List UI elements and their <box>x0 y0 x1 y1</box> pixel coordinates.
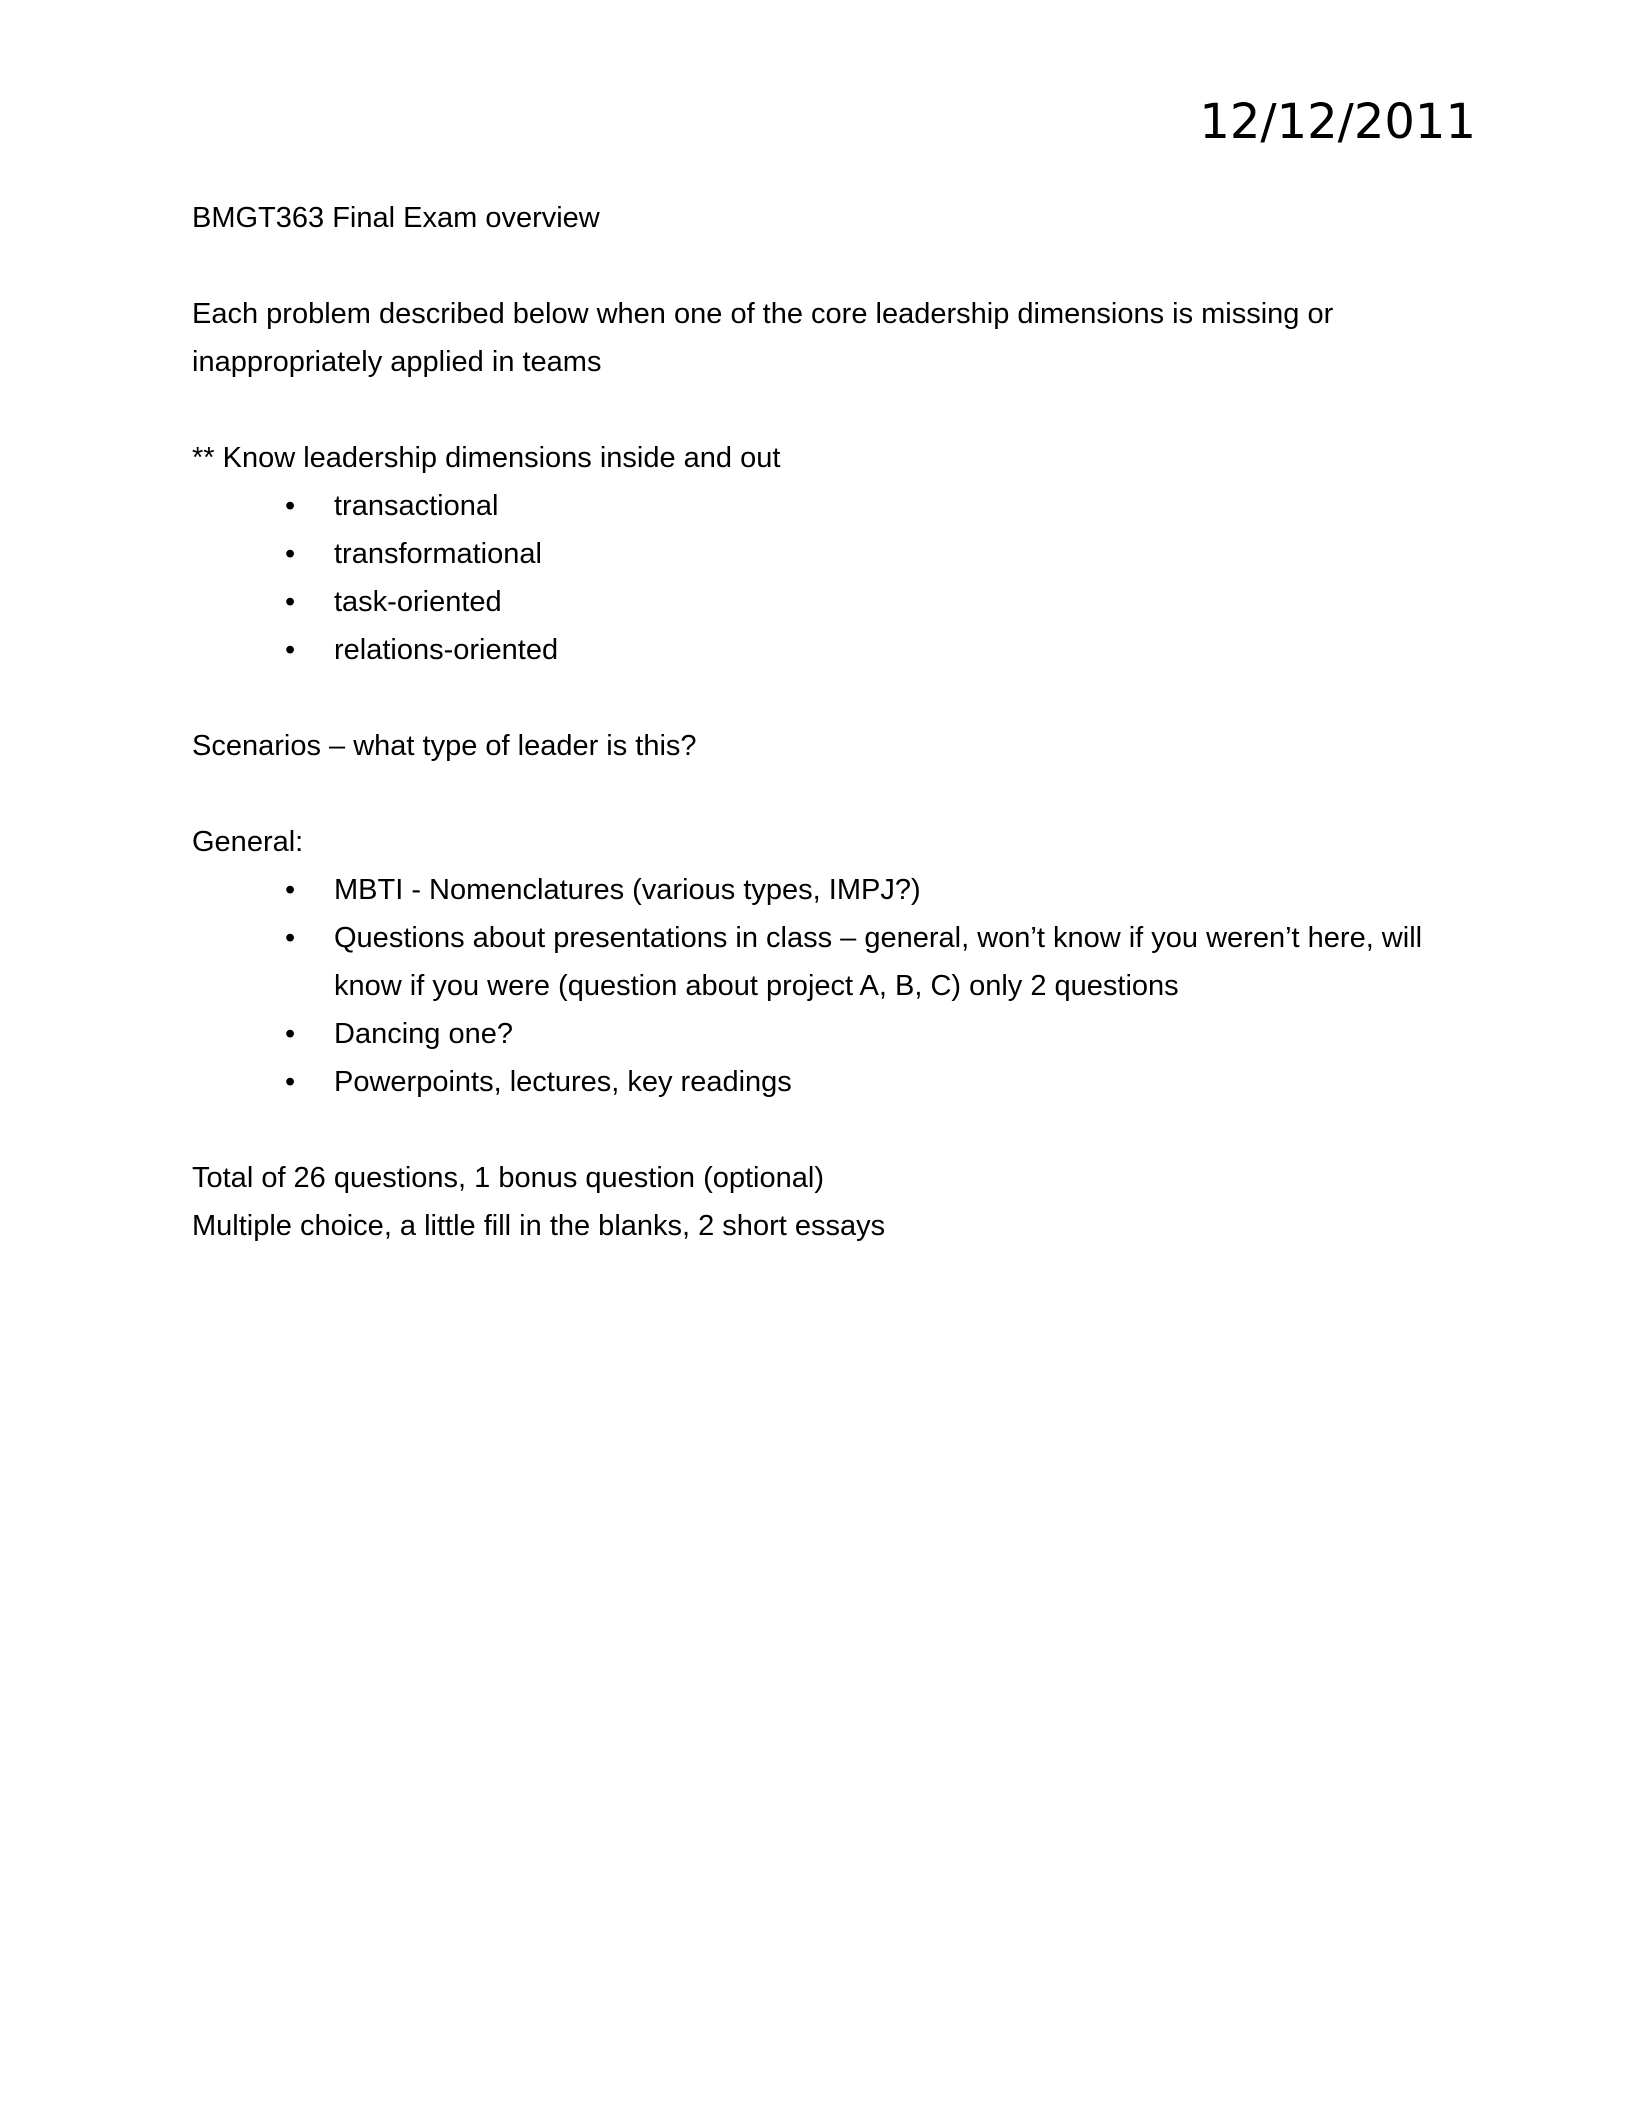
document-body <box>192 194 1482 1250</box>
list-item-text: Questions about presentations in class – general, won’t know if you weren’t here, will know if you were (question about project A, B, C) only 2 questions <box>334 922 1423 1002</box>
dimensions-heading: ** Know leadership dimensions inside and out <box>192 442 781 474</box>
scenarios-paragraph: Scenarios – what type of leader is this? <box>192 730 697 762</box>
list-item-text: Powerpoints, lectures, key readings <box>334 1066 792 1098</box>
intro-paragraph: Each problem described below when one of the core leadership dimensions is missing or inappropriately applied in teams <box>192 298 1334 378</box>
general-list <box>192 866 1482 1106</box>
document-title: BMGT363 Final Exam overview <box>192 202 600 234</box>
list-item-text: transformational <box>334 538 542 570</box>
document-date: 12/12/2011 <box>1199 94 1476 150</box>
list-item <box>192 1058 1482 1106</box>
bullet-icon: • <box>285 874 296 906</box>
bullet-icon: • <box>285 1018 296 1050</box>
bullet-icon: • <box>285 490 296 522</box>
spacer <box>192 386 1482 434</box>
general-heading: General: <box>192 826 304 858</box>
spacer <box>192 242 1482 290</box>
list-item <box>192 482 1482 530</box>
list-item <box>192 530 1482 578</box>
bullet-icon: • <box>285 586 296 618</box>
list-item-text: MBTI - Nomenclatures (various types, IMPJ?) <box>334 874 921 906</box>
list-item <box>192 626 1482 674</box>
list-item <box>192 866 1482 914</box>
summary-line: Multiple choice, a little fill in the blanks, 2 short essays <box>192 1210 886 1242</box>
spacer <box>192 770 1482 818</box>
spacer <box>192 674 1482 722</box>
list-item <box>192 914 1482 1010</box>
list-item <box>192 578 1482 626</box>
summary-line: Total of 26 questions, 1 bonus question (optional) <box>192 1162 824 1194</box>
spacer <box>192 1106 1482 1154</box>
bullet-icon: • <box>285 922 296 954</box>
list-item-text: relations-oriented <box>334 634 559 666</box>
list-item-text: transactional <box>334 490 499 522</box>
bullet-icon: • <box>285 538 296 570</box>
dimensions-list <box>192 482 1482 674</box>
list-item-text: task-oriented <box>334 586 502 618</box>
list-item-text: Dancing one? <box>334 1018 513 1050</box>
list-item <box>192 1010 1482 1058</box>
bullet-icon: • <box>285 634 296 666</box>
bullet-icon: • <box>285 1066 296 1098</box>
